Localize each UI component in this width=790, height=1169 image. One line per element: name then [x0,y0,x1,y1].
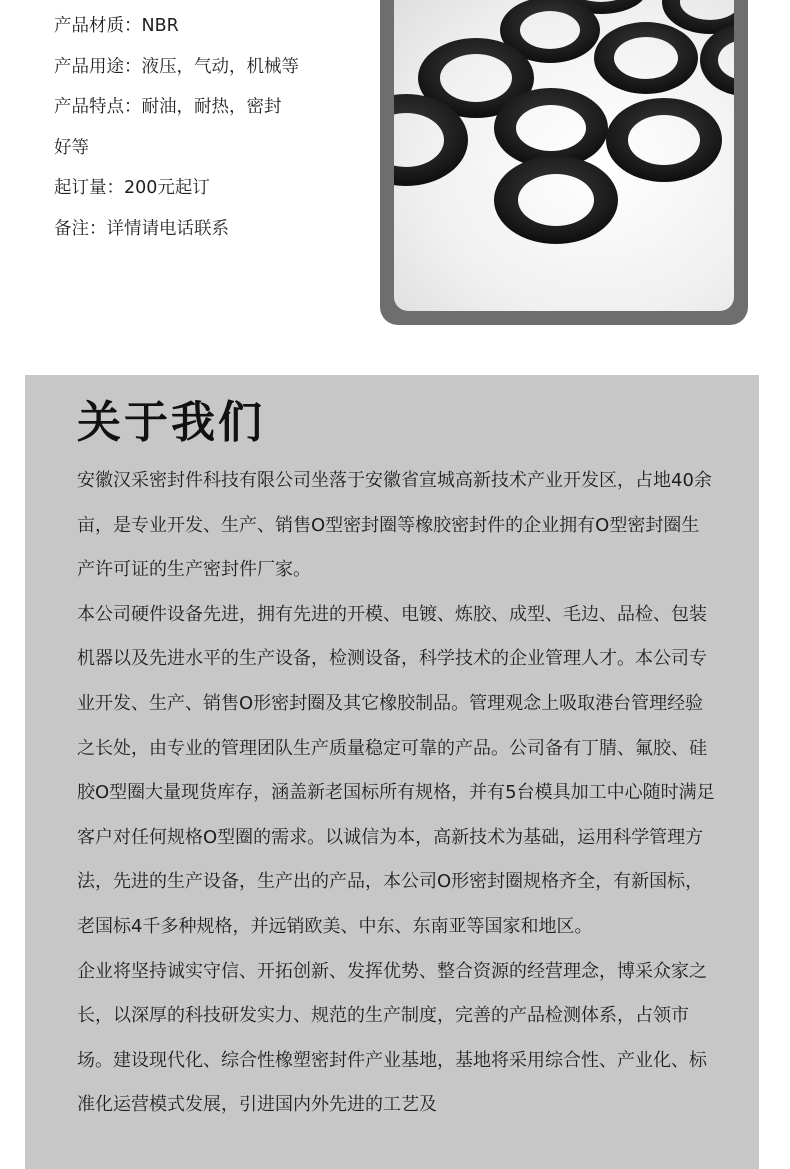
spec-features-continued: 好等 [54,137,89,158]
spec-usage: 产品用途：液压，气动，机械等 [54,56,299,77]
about-us-section [25,375,759,1169]
spec-note: 备注：详情请电话联系 [54,218,229,239]
spec-features: 产品特点：耐油，耐热，密封 [54,97,282,117]
about-us-title: 关于我们 [77,397,265,448]
product-photo-rubber-seals [394,0,734,311]
seal-ring-8 [494,88,608,168]
spec-moq: 起订量：200元起订 [54,178,210,198]
about-paragraph-equipment: 本公司硬件设备先进，拥有先进的开模、电镀、炼胶、成型、毛边、品检、包装机器以及先进水平的生产设备，检测设备，科学技术的企业管理人才。本公司专业开发、生产、销售O形密封圈及其它橡胶制品。管理观念上吸取港台管理经验之长处，由专业的管理团队生产质量稳定可靠的产品。公司备有丁腈、氟胶、硅胶O型圈大量现货库存，涵盖新老国标所有规格，并有5台模具加工中心随时满足客户对任何规格O型圈的需求。以诚信为本，高新技术为基础，运用科学管理方法，先进的生产设备，生产出的产品，本公司O形密封圈规格齐全，有新国标，老国标4千多种规格，并远销欧美、中东、东南亚等国家和地区。 [77,603,715,937]
rubber-seal-rings-illustration [394,0,734,311]
seal-ring-10 [494,156,618,244]
seal-ring-4 [594,22,698,94]
product-photo-frame [380,0,748,325]
about-us-body [77,459,717,1128]
spec-material: 产品材质：NBR [54,16,179,36]
seal-ring-5 [700,24,734,96]
product-spec-list [54,6,354,249]
about-paragraph-intro: 安徽汉采密封件科技有限公司坐落于安徽省宣城高新技术产业开发区，占地40余亩，是专业开发、生产、销售O型密封圈等橡胶密封件的企业拥有O型密封圈生产许可证的生产密封件厂家。 [77,470,712,581]
about-paragraph-philosophy: 企业将坚持诚实守信、开拓创新、发挥优势、整合资源的经营理念，博采众家之长，以深厚的科技研发实力、规范的生产制度，完善的产品检测体系，占领市场。建设现代化、综合性橡塑密封件产业基地，基地将采用综合性、产业化、标准化运营模式发展，引进国内外先进的工艺及 [77,960,707,1116]
seal-ring-9 [606,98,722,182]
